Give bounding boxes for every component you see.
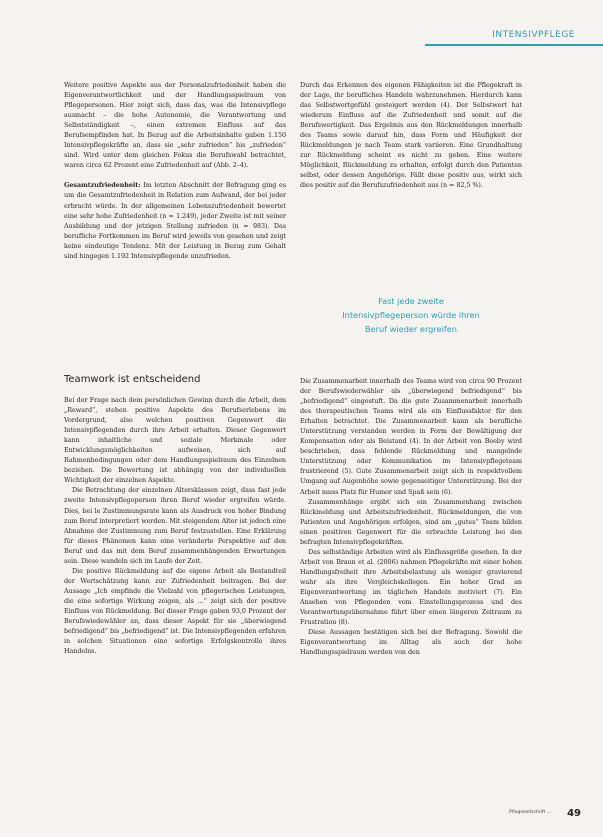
- pull-quote: [300, 294, 522, 336]
- page-number: 49: [567, 808, 581, 819]
- paragraph: Die positive Rückmeldung auf die eigene Arbeit als Bestandteil der Wertschätzung kann zur Zufriedenheit beitragen. Bei der Aussage „Ich empfinde die Vielzahl von pflegerischen Leistungen, die eine sofortige Wirkung zeigen, als ...“ zeigt sich der positive Einfluss von Rückmeldung. Bei dieser Frage gaben 93,0 Prozent der Berufswiedewähler an, dass dieser Aspekt für sie „überwiegend befriedigend“ bis „befriedigend“ ist. Die Intensivpflegenden erfahren in solchen Situationen eine sofortige Erfolgskontrolle ihres Handelns.: [64, 566, 286, 656]
- pull-quote-line: Intensivpflegeperson würde ihren: [342, 310, 480, 320]
- paragraph: Durch das Erkennen des eigenen Fähigkeiten ist die Pflegekraft in der Lage, ihr berufliches Handeln wahrzunehmen. Hierdurch kann das Selbstwertgefühl gesteigert werden (4). Der Selbstwert hat wiederum Einfluss auf die Zufriedenheit und somit auf die Berufswertigkeit. Das Ergebnis aus den Rückmeldungen innerhalb des Teams sowie darauf hin, dass Form und Häufigkeit der Rückmeldungen je nach Team stark variieren. Eine Grundhaltung zur Rückmeldung scheint es nicht zu geben. Eine weitere Möglichkeit, Rückmeldung zu erhalten, erfolgt durch den Patienten selbst, oder dessen Angehörige. Fällt diese positiv aus, wirkt sich dies positiv auf die Berufszufriedenheit aus (n = 82,5 %).: [300, 81, 522, 190]
- column-right-top: [300, 80, 522, 275]
- pull-quote-line: Beruf wieder ergreifen: [365, 324, 457, 334]
- paragraph-text: Im letzten Abschnitt der Befragung ging es um die Gesamtzufriedenheit in Relation zum Aufwand, der bei jeder erbracht würde. In der allgemeinen Lebenszufriedenheit bewertet eine sehr hohe Zufriedenheit (n = 1.249), jeder Zweite ist mit seiner Ausbildung und der jetzigen Stellung zufrieden (n = 983). Das berufliche Fortkommen im Beruf wird jeweils von gesehen und zeigt keine eindeutige Tendenz. Mit der Leistung in Bezug zum Gehalt sind hingegen 1.192 Intensivpflegende unzufrieden.: [64, 181, 286, 260]
- paragraph: [64, 180, 286, 260]
- column-left-top: [64, 80, 286, 356]
- paragraph: Das selbständige Arbeiten wird als Einflussgröße gesehen. In der Arbeit von Braun et al. (2006) nahmen Pflegekräfte mit einer hohen Handlungsfreiheit ihre Arbeitsbelastung als weniger gravierend wahr als ihre Vergleichskollegen. Ein hoher Grad an Eigenverantwortung im täglichen Handeln motiviert (7). Ein Ansehen von Pflegenden vom Einstellungsprozess und des Verantwortungsübernahme führt über einen längeren Zeitraum zu Frustration (8).: [300, 547, 522, 627]
- paragraph: Diese Aussagen bestätigen sich bei der Befragung. Sowohl die Eigenverantwortung im Alltag als auch der hohe Handlungsspielraum werden von den: [300, 628, 522, 657]
- paragraph: Bei der Frage nach dem persönlichen Gewinn durch die Arbeit, dem „Reward“, stehen positive Aspekte des Berufserlebens im Vordergrund, also welchen positiven Gegenwert die Intensivpflegenden durch ihre Arbeit erhalten. Dieser Gegenwert kann inhaltliche und soziale Merkmale oder Entwicklungsmöglichkeiten aufweisen, sich auf Rahmenbedingungen oder dem Handlungsspielraum des Einzelnen beziehen. Die Bewertung ist abhängig von der individuellen Wichtigkeit der einzelnen Aspekte.: [64, 396, 286, 485]
- section-heading: Teamwork ist entscheidend: [64, 374, 201, 385]
- pull-quote-line: Fast jede zweite: [378, 296, 444, 306]
- paragraph: Weitere positive Aspekte aus der Personalzufriedenheit haben die Eigenverantwortlichkeit und der Handlungsspielraum von Pflegepersonen. Hier zeigt sich, dass das, was die Intensivpflege ausmacht – die hohe Autonomie, die Verantwortung und Selbstständigkeit –, einen extremen Einfluss auf das Berufsempfinden hat. In Bezug auf die Arbeitsinhalte gaben 1.150 Intensivpflegekräfte an, dass sie „sehr zufrieden“ bis „zufrieden“ sind. Wird unter dem gleichen Fokus die Berufswahl betrachtet, waren circa 62 Prozent eine Zufriedenheit auf (Abb. 2–4).: [64, 81, 286, 170]
- column-left-bottom: [64, 395, 286, 805]
- column-right-bottom: [300, 376, 522, 816]
- section-tag: INTENSIVPFLEGE: [492, 30, 575, 40]
- paragraph-lead: Gesamtzufriedenheit:: [64, 181, 141, 190]
- paragraph: Die Betrachtung der einzelnen Altersklassen zeigt, dass fast jede zweite Intensivpflegeperson ihren Beruf wieder ergreifen würde. Dies, bei le Zustimmungsrate kann als Ausdruck von hoher Bindung zum Beruf interpretiert werden. Mit steigendem Alter ist jedoch eine Abnahme der Zustimmung zum Beruf festzustellen. Eine Erklärung für dieses Phänomen kann eine veränderte Perspektive auf den Beruf und das mit dem Beruf zusammenhängenden Erwartungen sein. Diese wandeln sich im Laufe der Zeit.: [64, 486, 286, 565]
- journal-footer: Pflegezeitschrift ...: [509, 810, 551, 815]
- header-rule: [425, 44, 603, 46]
- paragraph: Zusammenhänge ergibt sich ein Zusammenhang zwischen Rückmeldung und Arbeitszufriedenheit. Rückmeldungen, die von Patienten und Angehörigen erfolgen, sind am „gutes“ Team bilden einen positiven Gegenwert für die erbrachte Leistung bei den befragten Intensivpflegekräften.: [300, 497, 522, 546]
- paragraph: Die Zusammenarbeit innerhalb des Teams wird von circa 90 Prozent der Berufswiederwähler als „überwiegend befriedigend“ bis „befriedigend“ eingestuft. Da die gute Zusammenarbeit innerhalb des therapeutischen Teams wird als ein Einflussfaktor für den Erhalten betrachtet. Die Zusammenarbeit kann als berufliche Unterstützung verstanden werden in Form der Bewältigung der Kompensation oder als Beistand (4). In der Arbeit von Beeby wird beschrieben, dass fehlende Rückmeldung und mangelnde Unterstützung oder Kommunikation im Intensivpflegeteam frustrierend (5). Gute Zusammenarbeit zeigt sich in respektvollem Umgang auf Augenhöhe sowie gegenseitiger Unterstützung. Bei der Arbeit muss Platz für Humor und Spaß sein (6).: [300, 377, 522, 496]
